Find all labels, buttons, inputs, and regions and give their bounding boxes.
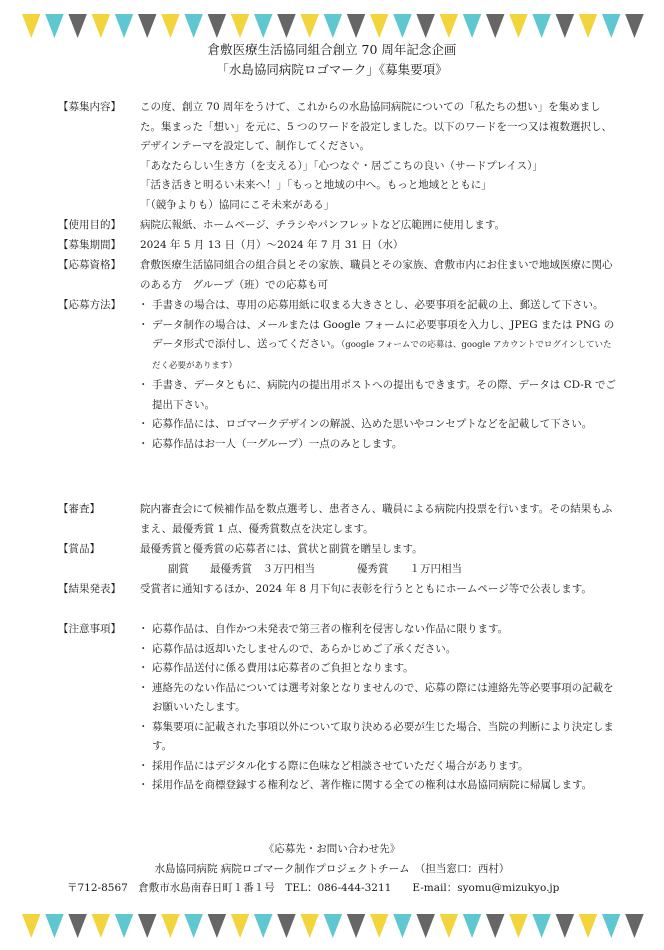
bunting-flag [231, 914, 250, 938]
bunting-flag [45, 14, 64, 38]
bunting-flag [556, 14, 575, 38]
bunting-flag [556, 914, 575, 938]
bunting-flag [231, 14, 250, 38]
bunting-flag [393, 914, 412, 938]
bunting-flag [68, 914, 87, 938]
google-form-note: （google フォームでの応募は、google アカウントでログインしていただく必要があります） [152, 340, 612, 371]
prize-detail: 副賞 最優秀賞 ３万円相当 優秀賞 １万円相当 [168, 562, 462, 575]
bunting-flag [22, 14, 41, 38]
bunting-flag [509, 14, 528, 38]
bunting-flag [602, 14, 621, 38]
section-label: 【応募方法】 [58, 299, 121, 311]
section-label: 【注意事項】 [58, 623, 121, 635]
bunting-flag [532, 914, 551, 938]
bunting-flag [92, 14, 111, 38]
bunting-flag [416, 14, 435, 38]
list-item: ・ 採用作品を商標登録する権利など、著作権に関する全ての権利は水島協同病院に帰属します。 [140, 776, 618, 796]
page-title [0, 40, 664, 80]
bunting-flag [463, 14, 482, 38]
bunting-flag [184, 14, 203, 38]
bunting-flag [68, 14, 87, 38]
list-item: ・ 応募作品送付に係る費用は応募者のご負担となります。 [140, 659, 618, 679]
section-label: 【審査】 [58, 503, 100, 515]
title-line-2: 「水島協同病院ロゴマーク」《募集要項》 [216, 62, 448, 77]
list-item: ・ 手書きの場合は、専用の応募用紙に収まる大きさとし、必要事項を記載の上、郵送して下さい。 [140, 296, 618, 316]
bunting-flag [602, 914, 621, 938]
content-paragraph: この度、創立 70 周年をうけて、これからの水島協同病院についての「私たちの想い」を集めました。集まった「想い」を元に、5 つのワードを設定しました。以下のワードを一つ又は複数選択し、デザインテーマを設定して、制作してください。 [140, 101, 613, 152]
bunting-flag [138, 14, 157, 38]
theme-words-1: 「あなたらしい生き方（を支える）」「心つなぐ・居ごこちの良い（サードプレイス）」 [140, 159, 543, 172]
results-text: 受賞者に通知するほか、2024 年 8 月下旬に表彰を行うとともにホームページ等で公表します。 [140, 583, 592, 595]
section-label: 【賞品】 [58, 543, 100, 555]
bunting-flag [416, 914, 435, 938]
prize-text: 最優秀賞と優秀賞の応募者には、賞状と副賞を贈呈します。 [140, 543, 423, 555]
contact-heading: 《応募先・お問い合わせ先》 [263, 843, 401, 855]
bunting-flag [393, 14, 412, 38]
section-label: 【使用目的】 [58, 219, 121, 231]
bunting-flag [625, 14, 644, 38]
bunting-flag [300, 14, 319, 38]
bunting-flag [347, 14, 366, 38]
section-prize [58, 540, 618, 579]
list-item: ・ 応募作品は返却いたしませんので、あらかじめご了承ください。 [140, 640, 618, 660]
bunting-flag [184, 914, 203, 938]
section-eligibility [58, 256, 618, 295]
bunting-flag [486, 14, 505, 38]
bunting-flag [579, 14, 598, 38]
list-item: ・ 採用作品にはデジタル化する際に色味など相談させていただく場合があります。 [140, 757, 618, 777]
section-notes [58, 620, 618, 796]
bunting-flag [254, 914, 273, 938]
bunting-flag [440, 914, 459, 938]
bunting-flag [370, 14, 389, 38]
list-item: ・ 応募作品には、ロゴマークデザインの解説、込めた思いやコンセプトなどを記載して下さい。 [140, 415, 618, 435]
section-method [58, 296, 618, 454]
section-purpose [58, 216, 618, 236]
eligibility-text: 倉敷医療生活協同組合の組合員とその家族、職員とその家族、倉敷市内にお住まいで地域医療に関心のある方 グループ（班）での応募も可 [140, 259, 613, 291]
section-content [58, 98, 618, 215]
bunting-flag [324, 14, 343, 38]
bunting-flag [208, 914, 227, 938]
bunting-flag [92, 914, 111, 938]
bunting-flag [324, 914, 343, 938]
bunting-flag [370, 914, 389, 938]
section-label: 【結果発表】 [58, 583, 121, 595]
bunting-flag [486, 914, 505, 938]
purpose-text: 病院広報紙、ホームページ、チラシやパンフレットなど広範囲に使用します。 [140, 219, 506, 231]
section-label: 【応募資格】 [58, 259, 121, 271]
bunting-flag [115, 14, 134, 38]
list-item: ・ 手書き、データともに、病院内の提出用ポストへの提出もできます。その際、データは CD-R でご提出下さい。 [140, 376, 618, 415]
bunting-flag [347, 914, 366, 938]
bunting-flag [161, 14, 180, 38]
bunting-flag [579, 914, 598, 938]
bunting-flag [277, 14, 296, 38]
bunting-flag [161, 914, 180, 938]
bunting-flag [300, 914, 319, 938]
bunting-flag [208, 14, 227, 38]
contact-block [0, 840, 664, 899]
section-label: 【募集期間】 [58, 239, 121, 251]
bunting-flag [509, 914, 528, 938]
method-data-text: データ制作の場合は、メールまたは Google フォームに必要事項を入力し、JPEG または PNG のデータ形式で添付し、送ってください。 [152, 318, 615, 350]
bunting-flag [115, 914, 134, 938]
section-period [58, 236, 618, 256]
theme-words-3: 「（競争よりも）協同にこそ未来がある」 [140, 198, 335, 211]
list-item: ・ 応募作品は、自作かつ未発表で第三者の権利を侵害しない作品に限ります。 [140, 620, 618, 640]
bunting-flag [625, 914, 644, 938]
theme-words-2: 「活き活きと明るい未来へ！」「もっと地域の中へ。もっと地域とともに」 [140, 179, 492, 191]
bunting-flag [440, 14, 459, 38]
list-item: ・ 応募作品はお一人（一グループ）一点のみとします。 [140, 435, 618, 455]
contact-address: 〒712-8567 倉敷市水島南春日町１番１号 TEL：086-444-3211 E-mail：syomu@mizukyo.jp [67, 882, 560, 894]
bunting-flag [463, 914, 482, 938]
bunting-flag [138, 914, 157, 938]
section-label: 【募集内容】 [58, 101, 121, 113]
bunting-flag [45, 914, 64, 938]
bunting-flag [532, 14, 551, 38]
contact-team: 水島協同病院 病院ロゴマーク制作プロジェクトチーム （担当窓口：西村） [154, 862, 510, 875]
list-item: ・ 連絡先のない作品については選考対象となりませんので、応募の際には連絡先等必要事項の記載をお願いいたします。 [140, 679, 618, 718]
bunting-flag [254, 14, 273, 38]
title-line-1: 倉敷医療生活協同組合創立 70 周年記念企画 [207, 42, 457, 57]
section-review [58, 500, 618, 539]
review-text: 院内審査会にて候補作品を数点選考し、患者さん、職員による病院内投票を行います。その結果もふまえ、最優秀賞 1 点、優秀賞数点を決定します。 [140, 503, 613, 535]
list-item [140, 316, 618, 377]
bunting-flag [277, 914, 296, 938]
bunting-flag [22, 914, 41, 938]
bunting-bottom [0, 910, 664, 950]
section-results [58, 580, 618, 600]
list-item: ・ 募集要項に記載された事項以外について取り決める必要が生じた場合、当院の判断により決定します。 [140, 718, 618, 757]
period-text: 2024 年 5 月 13 日（月）～2024 年 7 月 31 日（水） [140, 239, 404, 251]
